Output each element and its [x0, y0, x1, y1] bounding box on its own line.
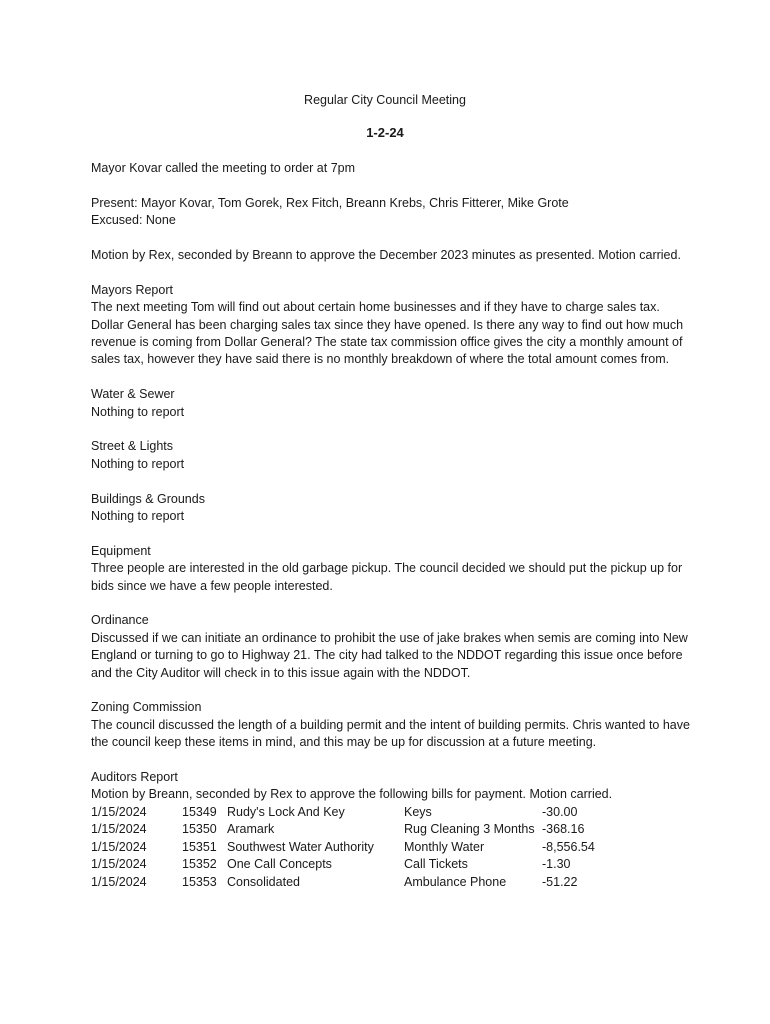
section-zoning-commission: [91, 699, 691, 751]
bill-vendor: Aramark: [227, 822, 275, 837]
bill-vendor: Southwest Water Authority: [227, 839, 374, 854]
section-mayors-report: [91, 282, 691, 369]
section-text: The council discussed the length of a building permit and the intent of building permits. Chris wanted to have the council keep these items in mind, and this may be up for discussion at a future meeting.: [91, 717, 690, 750]
section-text: The next meeting Tom will find out about certain home businesses and if they have to charge sales tax. Dollar General has been charging sales tax since they have opened. Is there any way to find out how much revenue is coming from Dollar General? The state tax commission office gives the city a monthly amount of sales tax, however they have said there is no monthly breakdown of where the total amount comes from.: [91, 300, 684, 367]
section-text: Nothing to report: [91, 509, 185, 524]
attendance: [91, 195, 691, 230]
meeting-date: 1-2-24: [366, 125, 404, 140]
bill-amount: -1.30: [542, 857, 571, 872]
section-heading: Street & Lights: [91, 439, 173, 454]
table-row: [91, 839, 651, 856]
section-auditors-report: [91, 769, 691, 891]
section-heading: Water & Sewer: [91, 387, 175, 402]
bill-description: Keys: [404, 804, 432, 819]
bill-number: 15353: [182, 874, 217, 889]
document-title: Regular City Council Meeting: [304, 93, 466, 107]
table-row: [91, 804, 651, 821]
section-text: Motion by Breann, seconded by Rex to approve the following bills for payment. Motion carried.: [91, 787, 613, 802]
section-heading: Ordinance: [91, 613, 149, 628]
bill-number: 15349: [182, 804, 217, 819]
bill-number: 15352: [182, 857, 217, 872]
document-body: [91, 160, 691, 891]
bill-amount: -30.00: [542, 804, 578, 819]
bill-number: 15350: [182, 822, 217, 837]
bill-date: 1/15/2024: [91, 874, 147, 889]
section-equipment: [91, 543, 691, 595]
bill-description: Rug Cleaning 3 Months: [404, 822, 535, 837]
section-ordinance: [91, 612, 691, 682]
section-text: Nothing to report: [91, 404, 185, 419]
section-heading: Auditors Report: [91, 770, 178, 785]
section-street-lights: [91, 438, 691, 473]
bill-amount: -51.22: [542, 874, 578, 889]
section-water-sewer: [91, 386, 691, 421]
present-list: Present: Mayor Kovar, Tom Gorek, Rex Fitch, Breann Krebs, Chris Fitterer, Mike Grote: [91, 195, 569, 210]
section-heading: Equipment: [91, 543, 151, 558]
bill-date: 1/15/2024: [91, 804, 147, 819]
section-text: Three people are interested in the old garbage pickup. The council decided we should put the pickup up for bids since we have a few people interested.: [91, 561, 683, 593]
minutes-motion: Motion by Rex, seconded by Breann to approve the December 2023 minutes as presented. Motion carried.: [91, 248, 681, 262]
bill-date: 1/15/2024: [91, 857, 147, 872]
section-text: Discussed if we can initiate an ordinance to prohibit the use of jake brakes when semis are coming into New England or turning to go to Highway 21. The city had talked to the NDDOT regarding this issue once before and the City Auditor will check in to this issue again with the NDDOT.: [91, 630, 688, 680]
section-heading: Buildings & Grounds: [91, 491, 205, 506]
section-heading: Mayors Report: [91, 282, 173, 297]
bill-date: 1/15/2024: [91, 839, 147, 854]
bill-amount: -368.16: [542, 822, 585, 837]
bill-vendor: One Call Concepts: [227, 857, 332, 872]
table-row: [91, 874, 651, 891]
bill-date: 1/15/2024: [91, 822, 147, 837]
bills-table: [91, 804, 651, 891]
bill-description: Call Tickets: [404, 857, 468, 872]
table-row: [91, 821, 651, 838]
call-to-order: Mayor Kovar called the meeting to order at 7pm: [91, 161, 356, 175]
bill-number: 15351: [182, 839, 217, 854]
table-row: [91, 856, 651, 873]
section-text: Nothing to report: [91, 456, 185, 471]
section-heading: Zoning Commission: [91, 700, 202, 715]
bill-vendor: Rudy's Lock And Key: [227, 804, 345, 819]
bill-vendor: Consolidated: [227, 874, 300, 889]
bill-amount: -8,556.54: [542, 839, 595, 854]
bill-description: Monthly Water: [404, 839, 485, 854]
section-buildings-grounds: [91, 491, 691, 526]
excused-list: Excused: None: [91, 213, 176, 228]
bill-description: Ambulance Phone: [404, 874, 507, 889]
